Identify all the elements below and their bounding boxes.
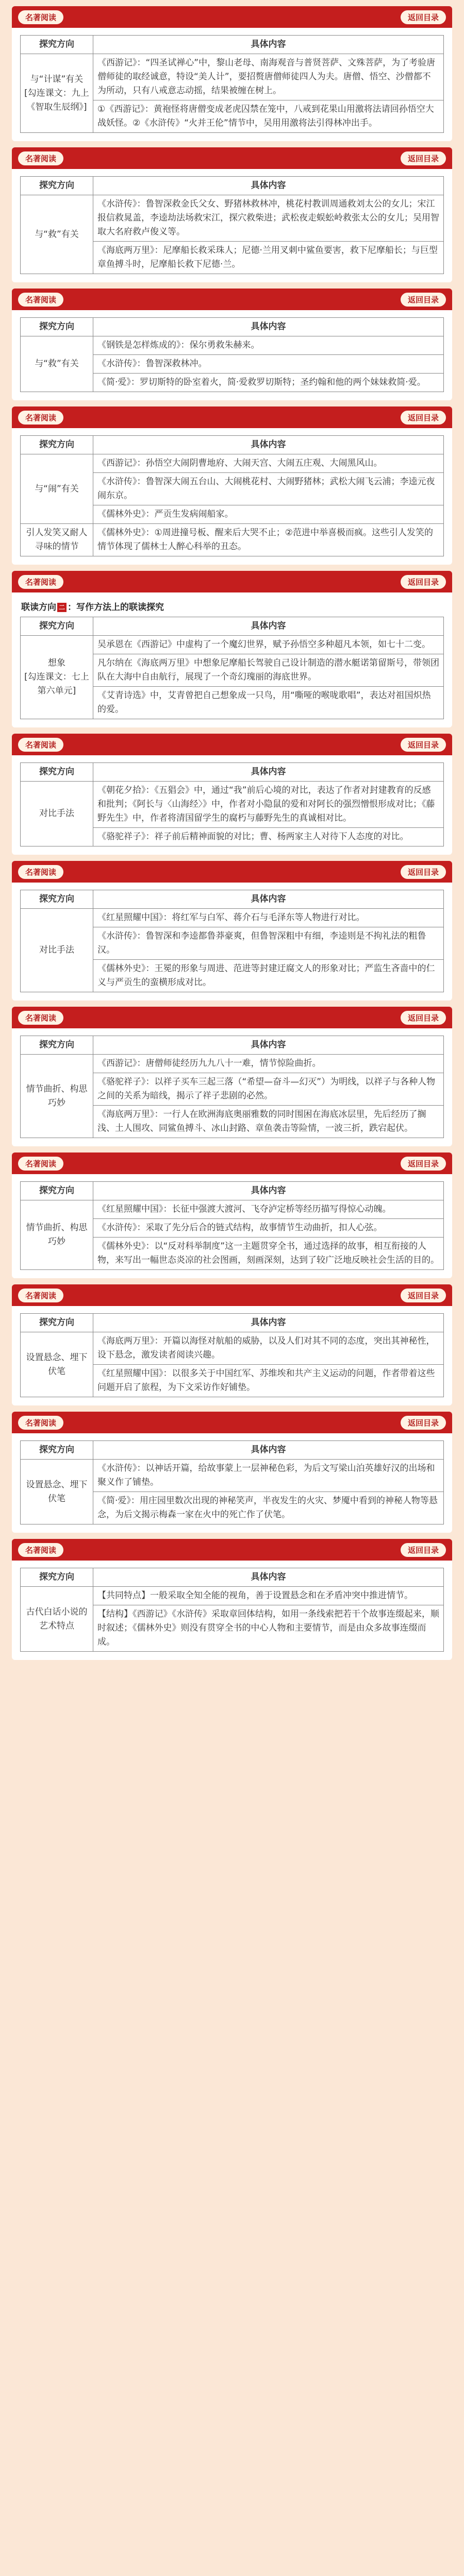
card-body: [12, 1433, 452, 1533]
table-header-row: [21, 177, 444, 195]
table-row: [21, 1587, 444, 1605]
section-tag: 名著阅读: [18, 1416, 63, 1430]
direction-cell: 情节曲折、构思巧妙: [21, 1200, 93, 1270]
content-cell: 《简·爱》：罗切斯特的卧室着火，简·爱救罗切斯特；圣约翰和他的两个妹妹救简·爱。: [93, 374, 444, 392]
card-header: [12, 289, 452, 310]
column-header-content: 具体内容: [93, 1182, 444, 1200]
content-cell: 《海底两万里》：一行人在欧洲海底奥丽雅数的同时围困在海底冰层里，先后经历了搁浅、土人围攻、同鲨鱼搏斗、冰山封路、章鱼袭击等险情，一波三折，跌宕起伏。: [93, 1106, 444, 1138]
card-body: [12, 755, 452, 855]
content-cell: 《水浒传》：鲁智深救金氏父女、野猪林救林冲，桃花村教训周通救刘太公的女儿；宋江报信救晁盖，李逵劫法场救宋江，探穴救柴进；武松夜走蜈蚣岭救张太公的女儿；吴用智取大名府救卢俊义等。: [93, 195, 444, 242]
column-header-content: 具体内容: [93, 436, 444, 454]
column-header-direction: 探究方向: [21, 1036, 93, 1055]
column-header-direction: 探究方向: [21, 617, 93, 636]
reading-card: [12, 861, 452, 1001]
card-header: [12, 861, 452, 883]
card-body: [12, 428, 452, 565]
reading-table: [20, 1313, 444, 1397]
reading-table: [20, 35, 444, 133]
back-to-toc-button[interactable]: 返回目录: [401, 738, 446, 752]
column-header-content: 具体内容: [93, 763, 444, 782]
card-header: [12, 1412, 452, 1433]
reading-table: [20, 762, 444, 846]
card-header: [12, 1153, 452, 1174]
content-cell: 《艾青诗选》中，艾青曾把自己想象成一只鸟，用“嘶哑的喉咙歌唱”，表达对祖国炽热的爱。: [93, 687, 444, 719]
reading-card: [12, 1412, 452, 1533]
card-body: [12, 1561, 452, 1660]
content-cell: 吴承恩在《西游记》中虚构了一个魔幻世界，赋予孙悟空多种超凡本领，如七十二变。: [93, 636, 444, 654]
card-body: [12, 28, 452, 141]
card-header: [12, 1007, 452, 1028]
column-header-content: 具体内容: [93, 36, 444, 54]
direction-cell: 古代白话小说的艺术特点: [21, 1587, 93, 1652]
table-header-row: [21, 1314, 444, 1332]
direction-cell: 设置悬念、埋下伏笔: [21, 1460, 93, 1524]
direction-cell: 对比手法: [21, 782, 93, 846]
column-header-content: 具体内容: [93, 617, 444, 636]
reading-card: [12, 1284, 452, 1405]
back-to-toc-button[interactable]: 返回目录: [401, 865, 446, 879]
content-cell: 《西游记》：唐僧师徒经历九九八十一难，情节惊险曲折。: [93, 1055, 444, 1073]
content-cell: 《西游记》：孙悟空大闹阴曹地府、大闹天宫、大闹五庄观、大闹黑风山。: [93, 454, 444, 473]
reading-card: [12, 1153, 452, 1278]
content-cell: 《儒林外史》：王冕的形象与周进、范进等封建迂腐文人的形象对比；严监生吝啬中的仁义与严贡生的蛮横形成对比。: [93, 960, 444, 992]
reading-card: [12, 1007, 452, 1146]
content-cell: 《西游记》：“四圣试禅心”中，黎山老母、南海观音与普贤菩萨、文殊菩萨，为了考验唐僧师徒的取经诚意，特设“美人计”，要招赘唐僧师徒四人为夫。唐僧、悟空、沙僧都不为所动，只有八戒意志动摇，结果被缠在树上。: [93, 54, 444, 100]
card-header: [12, 1539, 452, 1561]
direction-cell: 引人发笑又耐人寻味的情节: [21, 524, 93, 556]
reading-table: [20, 1181, 444, 1270]
table-header-row: [21, 318, 444, 336]
reading-table: [20, 317, 444, 392]
back-to-toc-button[interactable]: 返回目录: [401, 575, 446, 589]
direction-cell: 情节曲折、构思巧妙: [21, 1055, 93, 1138]
content-cell: 《水浒传》：采取了先分后合的链式结构，故事情节生动曲折，扣人心弦。: [93, 1219, 444, 1238]
back-to-toc-button[interactable]: 返回目录: [401, 151, 446, 165]
column-header-direction: 探究方向: [21, 318, 93, 336]
card-body: [12, 1174, 452, 1278]
card-header: [12, 571, 452, 592]
section-tag: 名著阅读: [18, 411, 63, 425]
table-row: [21, 195, 444, 242]
table-header-row: [21, 617, 444, 636]
table-row: [21, 1200, 444, 1219]
column-header-direction: 探究方向: [21, 763, 93, 782]
content-cell: 《儒林外史》：①周进撞号板、醒来后大哭不止；②范进中举喜极而疯。这些引人发笑的情节体现了儒林士人醉心科举的丑态。: [93, 524, 444, 556]
column-header-content: 具体内容: [93, 890, 444, 909]
content-cell: 《水浒传》：鲁智深和李逵都鲁莽豪爽，但鲁智深粗中有细，李逵则是不拘礼法的粗鲁汉。: [93, 927, 444, 960]
column-header-direction: 探究方向: [21, 36, 93, 54]
column-header-content: 具体内容: [93, 318, 444, 336]
card-header: [12, 1284, 452, 1306]
content-cell: 【共同特点】一般采取全知全能的视角，善于设置悬念和在矛盾冲突中推进情节。: [93, 1587, 444, 1605]
content-cell: 《水浒传》：鲁智深救林冲。: [93, 355, 444, 374]
back-to-toc-button[interactable]: 返回目录: [401, 1157, 446, 1171]
content-cell: 《儒林外史》：以“反对科举制度”这一主题贯穿全书，通过选择的故事，相互衔接的人物，来写出一幅世态炎凉的社会图画，刻画深刻，达到了较广泛地反映社会生活的目的。: [93, 1238, 444, 1270]
back-to-toc-button[interactable]: 返回目录: [401, 1011, 446, 1025]
card-body: [12, 883, 452, 1001]
card-body: [12, 592, 452, 727]
content-cell: 《朝花夕拾》：《五猖会》中，通过“我”前后心境的对比，表达了作者对封建教育的反感和批判；《阿长与〈山海经〉》中，作者对小隐鼠的爱和对阿长的强烈憎恨形成对比；《藤野先生》中，作者将清国留学生的腐朽与藤野先生的真诚相对比。: [93, 782, 444, 828]
table-header-row: [21, 36, 444, 54]
column-header-direction: 探究方向: [21, 1314, 93, 1332]
section-tag: 名著阅读: [18, 865, 63, 879]
content-cell: 【结构】《西游记》《水浒传》采取章回体结构，如用一条线索把若干个故事连缀起来，顺时叙述；《儒林外史》则没有贯穿全书的中心人物和主要情节，而是由众多故事连缀而成。: [93, 1605, 444, 1652]
column-header-direction: 探究方向: [21, 890, 93, 909]
section-tag: 名著阅读: [18, 1543, 63, 1557]
table-row: [21, 524, 444, 556]
table-row: [21, 1332, 444, 1365]
section-tag: 名著阅读: [18, 151, 63, 165]
content-cell: 凡尔纳在《海底两万里》中想象尼摩船长驾驶自己设计制造的潜水艇诺第留斯号，带领团队在大海中自由航行，展现了一个奇幻瑰丽的海底世界。: [93, 654, 444, 687]
reading-card: [12, 6, 452, 141]
reading-card: [12, 734, 452, 855]
reading-table: [20, 1440, 444, 1524]
column-header-direction: 探究方向: [21, 1182, 93, 1200]
section-tag: 名著阅读: [18, 10, 63, 24]
reading-card: [12, 406, 452, 565]
column-header-direction: 探究方向: [21, 1441, 93, 1460]
content-cell: 《海底两万里》：开篇以海怪对航船的威胁，以及人们对其不同的态度，突出其神秘性，设下悬念，激发读者阅读兴趣。: [93, 1332, 444, 1365]
column-header-direction: 探究方向: [21, 1568, 93, 1587]
table-header-row: [21, 890, 444, 909]
card-body: [12, 310, 452, 400]
back-to-toc-button[interactable]: 返回目录: [401, 1416, 446, 1430]
column-header-content: 具体内容: [93, 1036, 444, 1055]
back-to-toc-button[interactable]: 返回目录: [401, 293, 446, 307]
content-cell: 《钢铁是怎样炼成的》：保尔勇救朱赫来。: [93, 336, 444, 355]
direction-cell: 与“闹”有关: [21, 454, 93, 524]
table-row: [21, 636, 444, 654]
section-heading-text: ：写作方法上的联读探究: [68, 602, 164, 613]
section-tag: 名著阅读: [18, 738, 63, 752]
table-row: [21, 1055, 444, 1073]
table-row: [21, 782, 444, 828]
reading-table: [20, 617, 444, 719]
content-cell: 《红星照耀中国》：将红军与白军、蒋介石与毛泽东等人物进行对比。: [93, 909, 444, 927]
section-tag: 名著阅读: [18, 1157, 63, 1171]
table-row: [21, 54, 444, 100]
direction-cell: 与“救”有关: [21, 195, 93, 274]
back-to-toc-button[interactable]: 返回目录: [401, 10, 446, 24]
card-header: [12, 147, 452, 169]
table-header-row: [21, 436, 444, 454]
reading-table: [20, 1568, 444, 1652]
content-cell: 《红星照耀中国》：以很多关于中国红军、苏维埃和共产主义运动的问题，作者带着这些问题开启了旅程，为下文采访作好铺垫。: [93, 1365, 444, 1397]
reading-table: [20, 1036, 444, 1138]
direction-cell: 与“救”有关: [21, 336, 93, 392]
table-header-row: [21, 1441, 444, 1460]
content-cell: 《骆驼祥子》：以祥子买车三起三落（“希望—奋斗—幻灭”）为明线，以祥子与各种人物之间的关系为暗线，揭示了祥子悲剧的必然。: [93, 1073, 444, 1106]
content-cell: 《儒林外史》：严贡生发病闹船家。: [93, 505, 444, 524]
reading-card: [12, 289, 452, 400]
column-header-content: 具体内容: [93, 177, 444, 195]
reading-card: [12, 571, 452, 727]
table-row: [21, 454, 444, 473]
direction-cell: 与“计谋”有关 [勾连课文：九上《智取生辰纲》]: [21, 54, 93, 133]
content-cell: 《海底两万里》：尼摩船长救采珠人；尼德·兰用叉刺中鲨鱼要害，救下尼摩船长；与巨型章鱼搏斗时，尼摩船长救下尼德·兰。: [93, 242, 444, 274]
column-header-direction: 探究方向: [21, 436, 93, 454]
reading-table: [20, 435, 444, 556]
card-body: [12, 1306, 452, 1405]
column-header-direction: 探究方向: [21, 177, 93, 195]
table-header-row: [21, 1036, 444, 1055]
table-row: [21, 336, 444, 355]
section-tag: 名著阅读: [18, 575, 63, 589]
table-header-row: [21, 763, 444, 782]
content-cell: ①《西游记》：黄袍怪将唐僧变成老虎囚禁在笼中，八戒到花果山用激将法请回孙悟空大战妖怪。②《水浒传》“火并王伦”情节中，吴用用激将法引得林冲出手。: [93, 100, 444, 133]
content-cell: 《水浒传》：鲁智深大闹五台山、大闹桃花村、大闹野猪林；武松大闹飞云浦；李逵元夜闹东京。: [93, 473, 444, 505]
card-header: [12, 734, 452, 755]
table-header-row: [21, 1182, 444, 1200]
direction-cell: 想象 [勾连课文：七上第六单元]: [21, 636, 93, 719]
section-tag: 名著阅读: [18, 1289, 63, 1302]
card-header: [12, 6, 452, 28]
column-header-content: 具体内容: [93, 1441, 444, 1460]
card-header: [12, 406, 452, 428]
reading-table: [20, 890, 444, 992]
reading-card: [12, 147, 452, 282]
direction-cell: 设置悬念、埋下伏笔: [21, 1332, 93, 1397]
section-tag: 名著阅读: [18, 293, 63, 307]
reading-card: [12, 1539, 452, 1660]
content-cell: 《骆驼祥子》：祥子前后精神面貌的对比；曹、杨两家主人对待下人态度的对比。: [93, 828, 444, 846]
card-body: [12, 169, 452, 282]
content-cell: 《水浒传》：以神话开篇，给故事蒙上一层神秘色彩，为后文写梁山泊英雄好汉的出场和聚义作了铺垫。: [93, 1460, 444, 1492]
table-header-row: [21, 1568, 444, 1587]
column-header-content: 具体内容: [93, 1568, 444, 1587]
content-cell: 《红星照耀中国》：长征中强渡大渡河、飞夺泸定桥等经历描写得惊心动魄。: [93, 1200, 444, 1219]
back-to-toc-button[interactable]: 返回目录: [401, 1289, 446, 1302]
back-to-toc-button[interactable]: 返回目录: [401, 1543, 446, 1557]
back-to-toc-button[interactable]: 返回目录: [401, 411, 446, 425]
table-row: [21, 909, 444, 927]
direction-cell: 对比手法: [21, 909, 93, 992]
section-heading: [20, 600, 444, 617]
section-number: 二: [57, 603, 67, 612]
column-header-content: 具体内容: [93, 1314, 444, 1332]
reading-table: [20, 176, 444, 274]
section-heading-text: 联读方向: [21, 602, 56, 613]
table-row: [21, 1460, 444, 1492]
section-tag: 名著阅读: [18, 1011, 63, 1025]
card-body: [12, 1028, 452, 1146]
content-cell: 《简·爱》：用庄园里数次出现的神秘笑声，半夜发生的火灾、梦魇中看到的神秘人物等悬念，为后文揭示梅森一家在火中的死亡作了伏笔。: [93, 1492, 444, 1524]
